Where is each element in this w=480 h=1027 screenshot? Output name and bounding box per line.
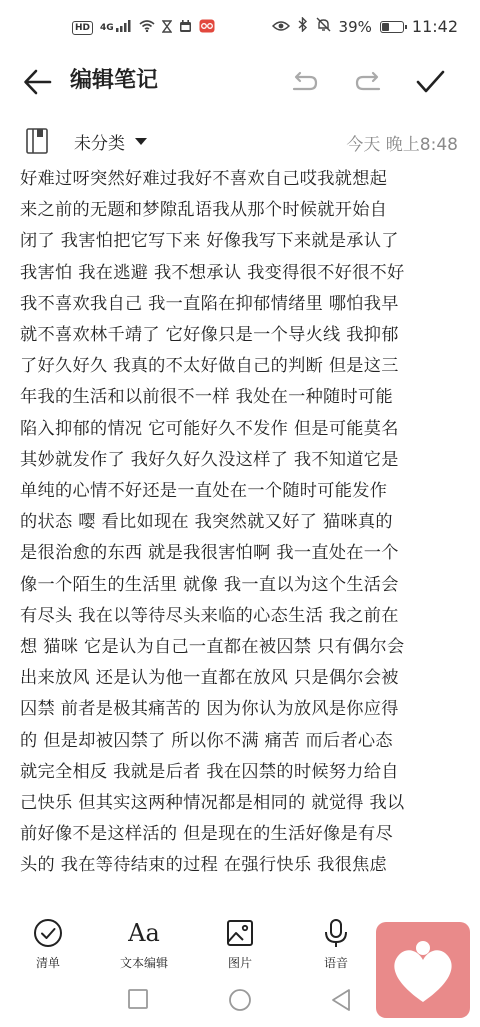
note-line: 单纯的心情不好还是一直处在一个随时可能发作 [20, 481, 388, 502]
note-line: 其妙就发作了 我好久好久没这样了 我不知道它是 [20, 449, 399, 470]
save-button[interactable] [414, 66, 446, 98]
hourglass-icon [162, 20, 172, 36]
voice-label: 语音 [323, 956, 348, 970]
checkmark-icon [414, 66, 446, 98]
app-header [0, 56, 480, 106]
floating-heart-badge[interactable] [376, 922, 470, 1018]
square-icon [127, 988, 149, 1010]
note-line: 闭了 我害怕把它写下来 好像我写下来就是承认了 [20, 231, 399, 252]
heart-icon [376, 922, 470, 1018]
app-notification-icon [199, 19, 215, 36]
eye-comfort-icon [272, 18, 290, 36]
undo-button[interactable] [288, 66, 320, 98]
text-edit-label: 文本编辑 [119, 956, 168, 970]
category-selector[interactable] [74, 129, 147, 154]
bluetooth-icon [298, 17, 308, 36]
battery-percent: 39% [338, 17, 372, 36]
back-button[interactable] [22, 66, 54, 98]
checklist-icon [33, 918, 63, 948]
hd-badge: HD [72, 21, 93, 35]
wifi-icon [139, 20, 155, 35]
checklist-label: 清单 [35, 956, 60, 970]
note-line: 我不喜欢我自己 我一直陷在抑郁情绪里 哪怕我早 [20, 293, 399, 314]
note-meta [0, 124, 480, 160]
mute-bell-icon [316, 17, 331, 36]
note-line: 陷入抑郁的情况 它可能好久不发作 但是可能莫名 [20, 418, 399, 439]
note-line: 的状态 嘤 看比如现在 我突然就又好了 猫咪真的 [20, 512, 393, 533]
image-label: 图片 [227, 956, 252, 970]
note-line: 好难过呀突然好难过我好不喜欢自己哎我就想起 [20, 169, 388, 189]
text-format-icon: Aa [128, 919, 160, 947]
note-line: 了好久好久 我真的不太好做自己的判断 但是这三 [20, 356, 399, 377]
battery-icon [380, 21, 404, 33]
note-line: 年我的生活和以前很不一样 我处在一种随时可能 [20, 387, 394, 408]
circle-icon [228, 988, 252, 1012]
undo-icon [288, 66, 320, 98]
recent-apps-button[interactable] [127, 988, 149, 1014]
category-label: 未分类 [74, 134, 125, 154]
back-nav-button[interactable] [330, 988, 352, 1016]
text-edit-button[interactable] [104, 916, 184, 971]
home-button[interactable] [228, 988, 252, 1016]
page-title: 编辑笔记 [70, 68, 159, 93]
note-line: 来之前的无题和梦隙乱语我从那个时候就开始自 [20, 200, 388, 221]
status-bar [0, 0, 480, 56]
note-line: 就完全相反 我就是后者 我在囚禁的时候努力给自 [20, 761, 399, 782]
note-line: 囚禁 前者是极其痛苦的 因为你认为放风是你应得 [20, 699, 399, 720]
note-line: 前好像不是这样活的 但是现在的生活好像是有尽 [20, 824, 394, 845]
note-line: 己快乐 但其实这两种情况都是相同的 就觉得 我以 [20, 793, 405, 814]
notebook-icon [26, 128, 48, 154]
triangle-back-icon [330, 988, 352, 1012]
note-line: 出来放风 还是认为他一直都在放风 只是偶尔会被 [20, 668, 399, 689]
image-button[interactable] [200, 916, 280, 971]
note-line: 就不喜欢林千靖了 它好像只是一个导火线 我抑郁 [20, 325, 399, 346]
note-line: 我害怕 我在逃避 我不想承认 我变得很不好很不好 [20, 262, 405, 283]
image-icon [226, 919, 254, 947]
network-type: 4G [100, 22, 114, 33]
note-line: 是很治愈的东西 就是我很害怕啊 我一直处在一个 [20, 543, 399, 564]
calendar-icon [179, 20, 192, 36]
checklist-button[interactable] [8, 916, 88, 971]
note-line: 想 猫咪 它是认为自己一直都在被囚禁 只有偶尔会 [20, 637, 405, 658]
note-line: 的 但是却被囚禁了 所以你不满 痛苦 而后者心态 [20, 730, 393, 751]
voice-button[interactable] [296, 916, 376, 971]
note-line: 头的 我在等待结束的过程 在强行快乐 我很焦虑 [20, 855, 388, 876]
microphone-icon [323, 918, 349, 948]
signal-icon [116, 20, 132, 35]
status-right [272, 17, 458, 36]
note-timestamp: 今天 晚上8:48 [346, 135, 458, 155]
redo-icon [353, 66, 385, 98]
note-line: 像一个陌生的生活里 就像 我一直以为这个生活会 [20, 574, 399, 595]
note-editor[interactable] [20, 164, 464, 909]
note-line: 有尽头 我在以等待尽头来临的心态生活 我之前在 [20, 605, 399, 626]
clock: 11:42 [411, 17, 458, 36]
dropdown-triangle-icon [135, 138, 147, 145]
back-arrow-icon [22, 66, 54, 98]
redo-button[interactable] [353, 66, 385, 98]
status-left [72, 19, 215, 36]
